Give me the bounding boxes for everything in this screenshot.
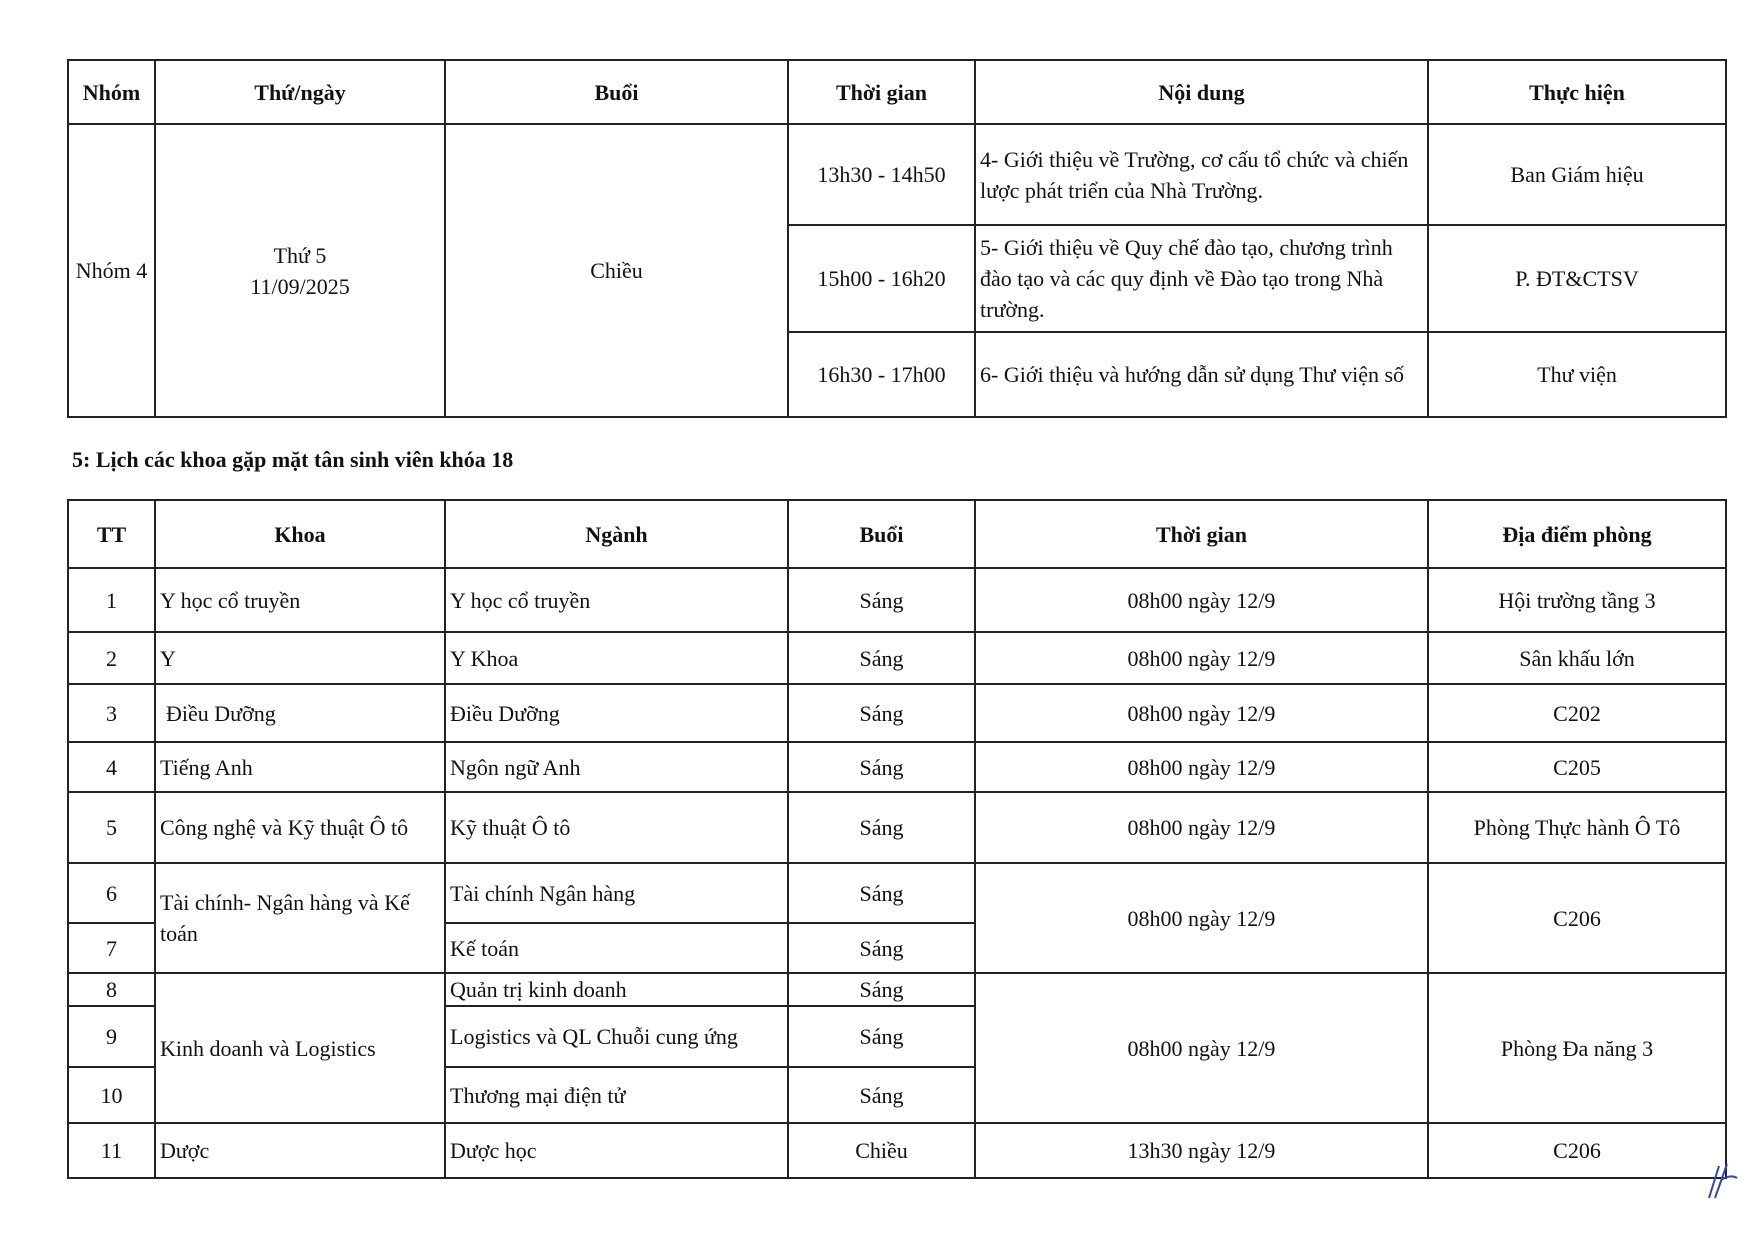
header-day: Thứ/ngày	[155, 60, 445, 124]
tt-cell: 6	[68, 863, 155, 923]
session-cell: Sáng	[788, 568, 975, 632]
time-cell: 08h00 ngày 12/9	[975, 863, 1428, 973]
faculty-meeting-table	[67, 499, 1727, 1179]
room-cell: Phòng Đa năng 3	[1428, 973, 1726, 1123]
content-cell: 4- Giới thiệu về Trường, cơ cấu tổ chức và chiến lược phát triển của Nhà Trường.	[975, 124, 1428, 225]
faculty-cell: Điều Dưỡng	[155, 684, 445, 742]
tt-cell: 9	[68, 1006, 155, 1067]
major-cell: Ngôn ngữ Anh	[445, 742, 788, 792]
header-row	[68, 60, 1726, 124]
tt-cell: 7	[68, 923, 155, 973]
room-cell: Sân khấu lớn	[1428, 632, 1726, 684]
room-cell: C206	[1428, 863, 1726, 973]
header-time: Thời gian	[975, 500, 1428, 568]
session-cell: Chiều	[788, 1123, 975, 1178]
session-cell: Sáng	[788, 632, 975, 684]
time-cell: 08h00 ngày 12/9	[975, 684, 1428, 742]
major-cell: Kế toán	[445, 923, 788, 973]
header-tt: TT	[68, 500, 155, 568]
faculty-cell: Tiếng Anh	[155, 742, 445, 792]
session-cell: Sáng	[788, 1067, 975, 1123]
tt-cell: 2	[68, 632, 155, 684]
date-text: 11/09/2025	[250, 273, 350, 299]
table-row	[68, 684, 1726, 742]
section-title: 5: Lịch các khoa gặp mặt tân sinh viên khóa 18	[72, 447, 514, 472]
time-cell: 08h00 ngày 12/9	[975, 742, 1428, 792]
faculty-cell: Dược	[155, 1123, 445, 1178]
header-time: Thời gian	[788, 60, 975, 124]
tt-cell: 4	[68, 742, 155, 792]
by-cell: Thư viện	[1428, 332, 1726, 417]
time-cell: 13h30 ngày 12/9	[975, 1123, 1428, 1178]
table-row	[68, 742, 1726, 792]
day-cell	[155, 124, 445, 417]
time-cell: 08h00 ngày 12/9	[975, 632, 1428, 684]
initials-mark-icon	[1701, 1160, 1741, 1200]
major-cell: Thương mại điện tử	[445, 1067, 788, 1123]
content-cell: 6- Giới thiệu và hướng dẫn sử dụng Thư viện số	[975, 332, 1428, 417]
session-cell: Sáng	[788, 1006, 975, 1067]
table-row	[68, 568, 1726, 632]
time-cell: 13h30 - 14h50	[788, 124, 975, 225]
header-major: Ngành	[445, 500, 788, 568]
tt-cell: 3	[68, 684, 155, 742]
table-row	[68, 792, 1726, 863]
table-row	[68, 863, 1726, 923]
session-cell: Sáng	[788, 863, 975, 923]
session-cell: Sáng	[788, 923, 975, 973]
tt-cell: 1	[68, 568, 155, 632]
header-session: Buổi	[445, 60, 788, 124]
session-cell: Chiều	[445, 124, 788, 417]
major-cell: Dược học	[445, 1123, 788, 1178]
major-cell: Điều Dưỡng	[445, 684, 788, 742]
time-cell: 16h30 - 17h00	[788, 332, 975, 417]
session-cell: Sáng	[788, 742, 975, 792]
table-row	[68, 124, 1726, 225]
header-content: Nội dung	[975, 60, 1428, 124]
faculty-cell: Kinh doanh và Logistics	[155, 973, 445, 1123]
major-cell: Y học cổ truyền	[445, 568, 788, 632]
table-row	[68, 632, 1726, 684]
header-faculty: Khoa	[155, 500, 445, 568]
by-cell: P. ĐT&CTSV	[1428, 225, 1726, 332]
faculty-cell: Tài chính- Ngân hàng và Kế toán	[155, 863, 445, 973]
header-row	[68, 500, 1726, 568]
tt-cell: 10	[68, 1067, 155, 1123]
table-row	[68, 1123, 1726, 1178]
major-cell: Quản trị kinh doanh	[445, 973, 788, 1006]
tt-cell: 11	[68, 1123, 155, 1178]
session-cell: Sáng	[788, 792, 975, 863]
major-cell: Kỹ thuật Ô tô	[445, 792, 788, 863]
content-cell: 5- Giới thiệu về Quy chế đào tạo, chương trình đào tạo và các quy định về Đào tạo trong Nhà trường.	[975, 225, 1428, 332]
major-cell: Y Khoa	[445, 632, 788, 684]
header-group: Nhóm	[68, 60, 155, 124]
faculty-cell: Y	[155, 632, 445, 684]
group-cell: Nhóm 4	[68, 124, 155, 417]
day-text: Thứ 5	[273, 242, 327, 268]
major-cell: Logistics và QL Chuỗi cung ứng	[445, 1006, 788, 1067]
tt-cell: 8	[68, 973, 155, 1006]
time-cell: 08h00 ngày 12/9	[975, 792, 1428, 863]
header-session: Buổi	[788, 500, 975, 568]
by-cell: Ban Giám hiệu	[1428, 124, 1726, 225]
room-cell: C205	[1428, 742, 1726, 792]
room-cell: C206	[1428, 1123, 1726, 1178]
time-cell: 08h00 ngày 12/9	[975, 568, 1428, 632]
header-room: Địa điểm phòng	[1428, 500, 1726, 568]
session-cell: Sáng	[788, 684, 975, 742]
faculty-cell: Y học cổ truyền	[155, 568, 445, 632]
header-by: Thực hiện	[1428, 60, 1726, 124]
room-cell: C202	[1428, 684, 1726, 742]
orientation-schedule-table	[67, 59, 1727, 418]
table-row	[68, 973, 1726, 1006]
room-cell: Hội trường tầng 3	[1428, 568, 1726, 632]
time-cell: 15h00 - 16h20	[788, 225, 975, 332]
time-cell: 08h00 ngày 12/9	[975, 973, 1428, 1123]
room-cell: Phòng Thực hành Ô Tô	[1428, 792, 1726, 863]
session-cell: Sáng	[788, 973, 975, 1006]
tt-cell: 5	[68, 792, 155, 863]
major-cell: Tài chính Ngân hàng	[445, 863, 788, 923]
faculty-cell: Công nghệ và Kỹ thuật Ô tô	[155, 792, 445, 863]
